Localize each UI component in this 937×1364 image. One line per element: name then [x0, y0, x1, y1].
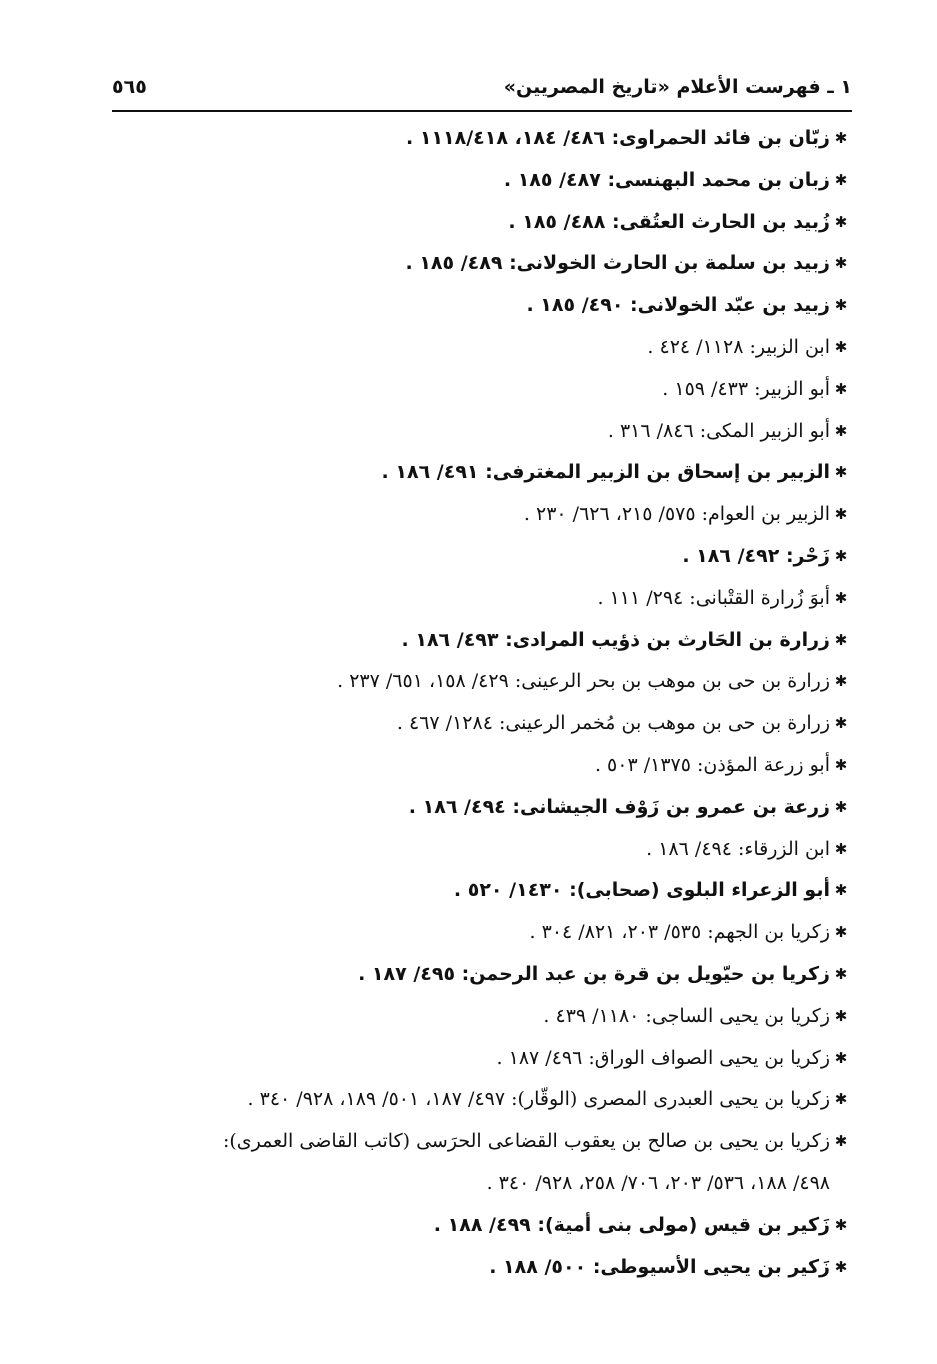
entry-text: زُبيد بن الحارث العتُقى: ٤٨٨/ ١٨٥ . [508, 210, 830, 233]
asterisk-icon: ✱ [834, 797, 848, 816]
page-header [112, 70, 852, 110]
entry-text: أبو الزبير المكى: ٨٤٦/ ٣١٦ . [607, 419, 830, 442]
index-entry [100, 118, 852, 160]
entry-text: زكريا بن حيّويل بن قرة بن عبد الرحمن: ٤٩٥/ ١٨٧ . [358, 962, 830, 985]
index-entry [100, 494, 852, 536]
asterisk-icon: ✱ [834, 881, 848, 900]
index-entry [100, 1038, 852, 1080]
index-entry [100, 160, 852, 202]
asterisk-icon: ✱ [834, 1006, 848, 1025]
entry-text: زبّان بن فائد الحمراوى: ٤٨٦/ ١٨٤، ١١١٨/٤١٨ . [406, 127, 830, 149]
index-entry [100, 202, 852, 244]
index-entry [100, 327, 852, 369]
index-entry [100, 745, 852, 787]
index-entry [100, 452, 852, 494]
index-entry-list [100, 118, 852, 1288]
running-title: ١ ـ فهرست الأعلام «تاريخ المصريين» [503, 76, 852, 98]
index-entry [100, 1079, 852, 1121]
asterisk-icon: ✱ [834, 755, 848, 774]
page-number: ٥٦٥ [112, 76, 147, 98]
asterisk-icon: ✱ [834, 170, 848, 189]
entry-text: زرعة بن عمرو بن زَوْف الجيشانى: ٤٩٤/ ١٨٦ . [408, 795, 830, 818]
index-entry [100, 870, 852, 912]
index-entry [100, 787, 852, 829]
entry-text: زرارة بن حى بن موهب بن مُخمر الرعينى: ١٢٨٤/ ٤٦٧ . [396, 712, 830, 735]
asterisk-icon: ✱ [834, 296, 848, 315]
index-entry [100, 912, 852, 954]
entry-text: زبيد بن سلمة بن الحارث الخولانى: ٤٨٩/ ١٨٥ . [405, 252, 830, 275]
entry-text: زَكير بن يحيى الأسيوطى: ٥٠٠/ ١٨٨ . [489, 1255, 830, 1278]
index-entry [100, 1247, 852, 1289]
entry-text: زكريا بن يحيى الصواف الوراق: ٤٩٦/ ١٨٧ . [496, 1046, 830, 1069]
entry-text: زبيد بن عبّد الخولانى: ٤٩٠/ ١٨٥ . [526, 294, 830, 317]
asterisk-icon: ✱ [834, 212, 848, 231]
entry-text: زكريا بن يحيى الساجى: ١١٨٠/ ٤٣٩ . [543, 1004, 830, 1027]
asterisk-icon: ✱ [834, 421, 848, 440]
entry-text: أبوَ زُرارة القتْبانى: ٢٩٤/ ١١١ . [597, 586, 830, 609]
entry-text: زكريا بن الجهم: ٥٣٥/ ٢٠٣، ٨٢١/ ٣٠٤ . [529, 921, 830, 944]
index-entry [100, 1121, 852, 1205]
asterisk-icon: ✱ [834, 1090, 848, 1109]
index-entry [100, 661, 852, 703]
asterisk-icon: ✱ [834, 546, 848, 565]
asterisk-icon: ✱ [834, 1048, 848, 1067]
asterisk-icon: ✱ [834, 129, 848, 147]
entry-continuation-line: ٤٩٨/ ١٨٨، ٥٣٦/ ٢٠٣، ٧٠٦/ ٢٥٨، ٩٢٨/ ٣٤٠ . [486, 1171, 830, 1194]
entry-text: أبو الزعراء البلوى (صحابى): ١٤٣٠/ ٥٢٠ . [453, 879, 830, 902]
entry-text: زكريا بن يحيى بن صالح بن يعقوب القضاعى الحرَسى (كاتب القاضى العمرى): [222, 1130, 830, 1153]
entry-text: ابن الزرقاء: ٤٩٤/ ١٨٦ . [646, 837, 830, 860]
asterisk-icon: ✱ [834, 1257, 848, 1276]
index-entry [100, 829, 852, 871]
asterisk-icon: ✱ [834, 672, 848, 691]
asterisk-icon: ✱ [834, 463, 848, 482]
asterisk-icon: ✱ [834, 379, 848, 398]
asterisk-icon: ✱ [834, 1132, 848, 1151]
entry-text: زرارة بن الحَارث بن ذؤيب المرادى: ٤٩٣/ ١٨٦ . [401, 628, 830, 651]
header-divider [112, 110, 852, 112]
asterisk-icon: ✱ [834, 714, 848, 733]
entry-text: زرارة بن حى بن موهب بن بحر الرعينى: ٤٢٩/ ١٥٨، ٦٥١/ ٢٣٧ . [337, 670, 830, 693]
asterisk-icon: ✱ [834, 1215, 848, 1234]
asterisk-icon: ✱ [834, 839, 848, 858]
index-entry [100, 369, 852, 411]
asterisk-icon: ✱ [834, 505, 848, 524]
index-entry [100, 243, 852, 285]
asterisk-icon: ✱ [834, 630, 848, 649]
entry-text: زَحْر: ٤٩٢/ ١٨٦ . [682, 544, 830, 567]
entry-text: زَكير بن قيس (مولى بنى أمية): ٤٩٩/ ١٨٨ . [433, 1213, 830, 1236]
index-entry [100, 996, 852, 1038]
index-entry [100, 536, 852, 578]
index-entry [100, 954, 852, 996]
asterisk-icon: ✱ [834, 588, 848, 607]
asterisk-icon: ✱ [834, 964, 848, 983]
entry-text: زبان بن محمد البهنسى: ٤٨٧/ ١٨٥ . [503, 168, 830, 191]
entry-text: زكريا بن يحيى العبدرى المصرى (الوقّار): ٤٩٧/ ١٨٧، ٥٠١/ ١٨٩، ٩٢٨/ ٣٤٠ . [247, 1088, 830, 1111]
index-entry [100, 578, 852, 620]
asterisk-icon: ✱ [834, 254, 848, 273]
entry-text: ابن الزبير: ١١٢٨/ ٤٢٤ . [647, 335, 830, 358]
index-entry [100, 285, 852, 327]
index-entry [100, 1205, 852, 1247]
entry-text: الزبير بن العوام: ٥٧٥/ ٢١٥، ٦٢٦/ ٢٣٠ . [523, 503, 830, 526]
index-entry [100, 411, 852, 453]
index-entry [100, 703, 852, 745]
entry-text: الزبير بن إسحاق بن الزبير المغترفى: ٤٩١/ ١٨٦ . [381, 461, 830, 484]
entry-line [100, 1121, 852, 1163]
index-entry [100, 620, 852, 662]
entry-text: أبو زرعة المؤذن: ١٣٧٥/ ٥٠٣ . [594, 753, 830, 776]
asterisk-icon: ✱ [834, 337, 848, 356]
asterisk-icon: ✱ [834, 923, 848, 942]
entry-text: أبو الزبير: ٤٣٣/ ١٥٩ . [662, 377, 830, 400]
